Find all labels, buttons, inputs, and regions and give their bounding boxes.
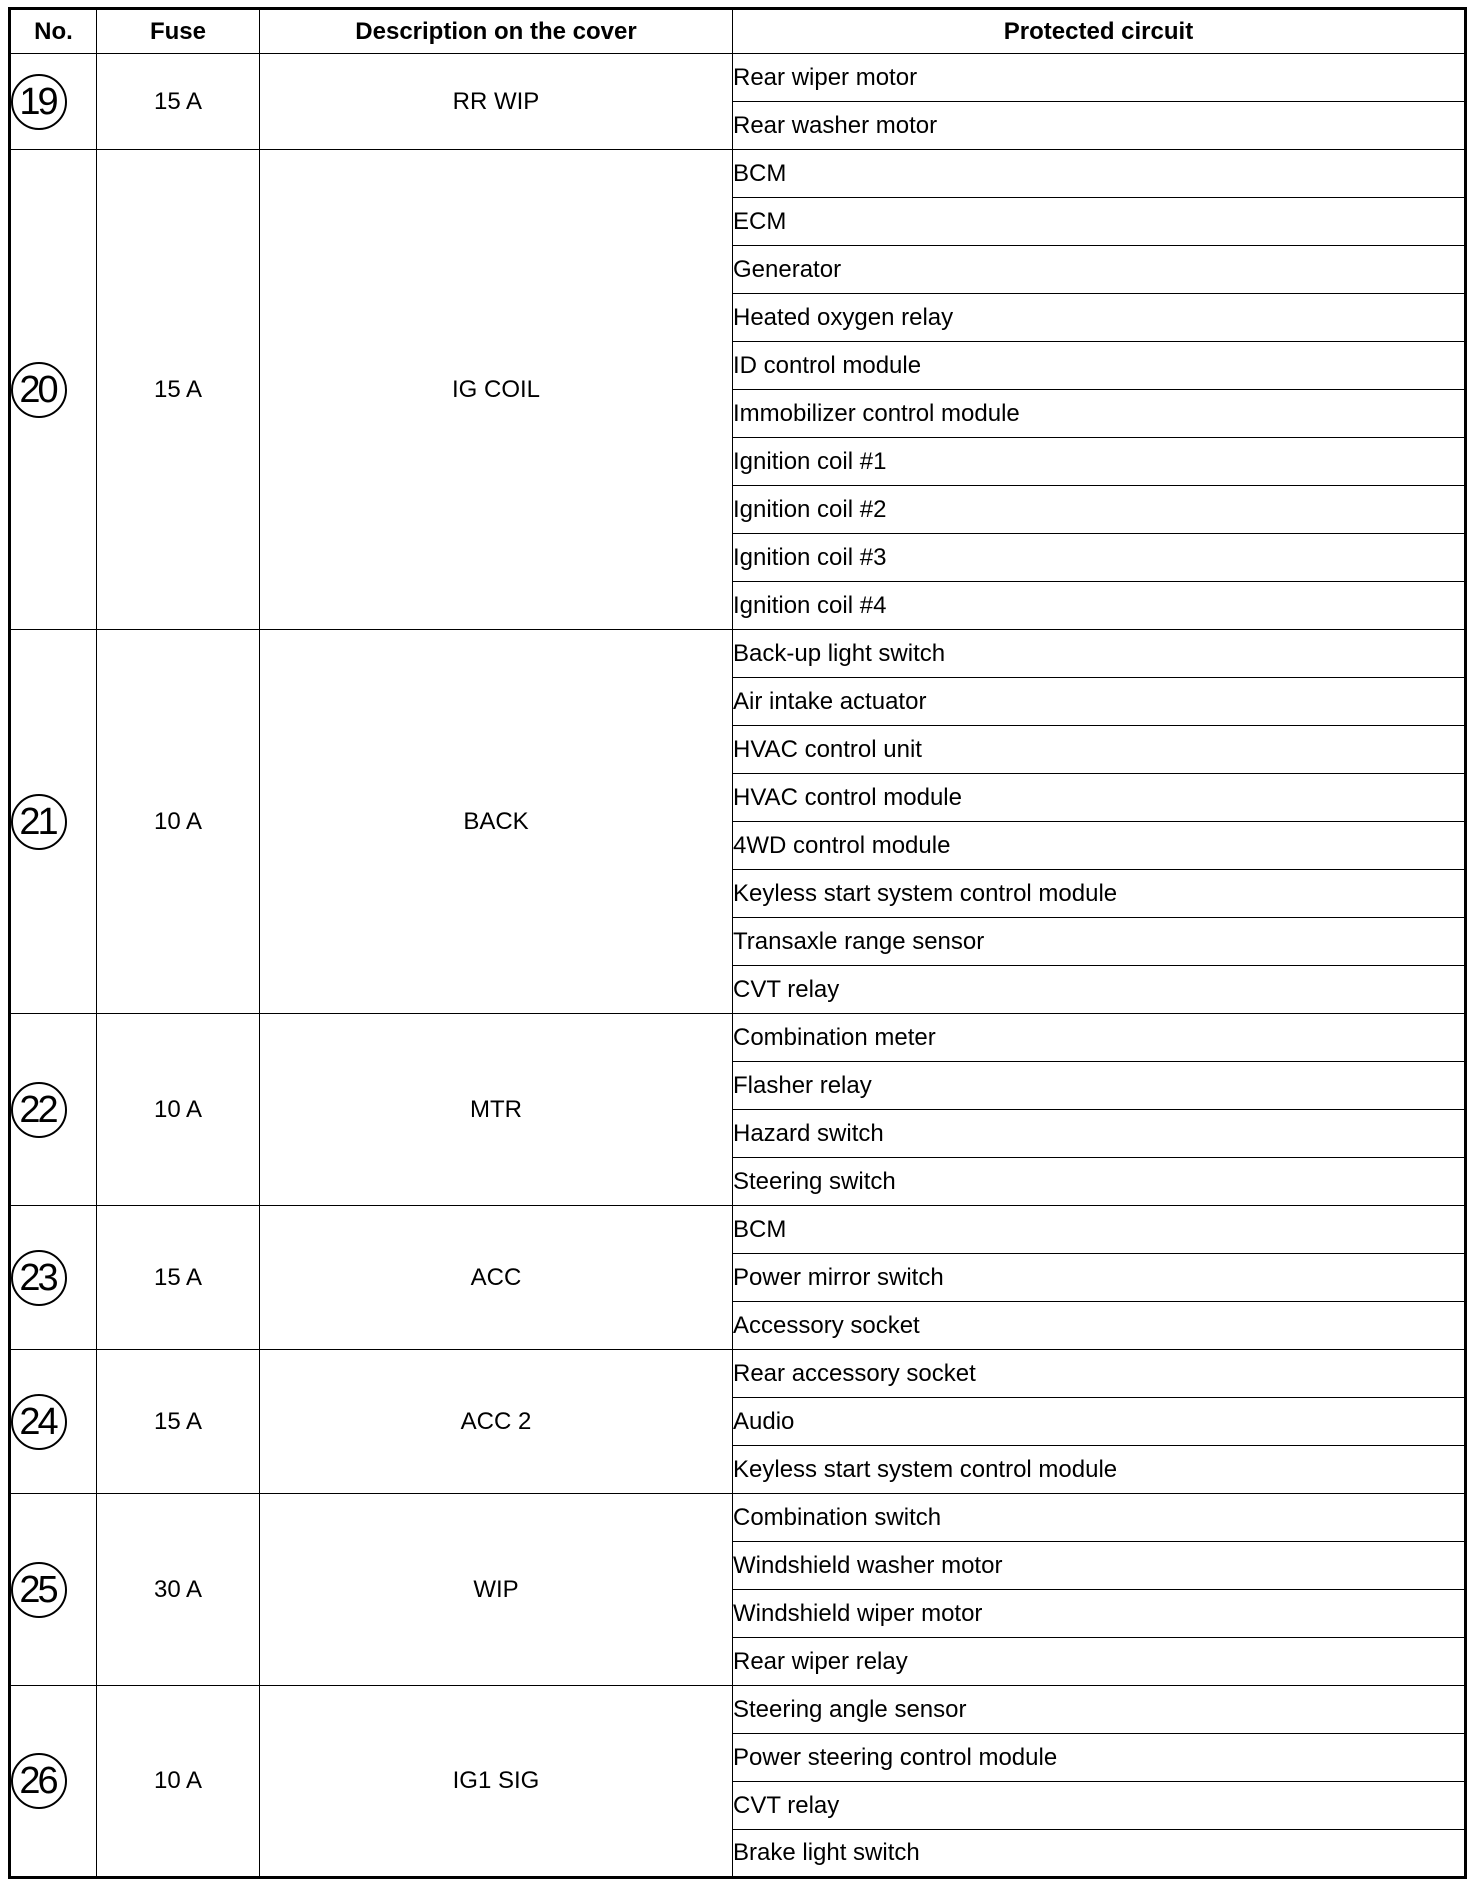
- fuse-number-cell: [10, 1014, 97, 1206]
- fuse-number-cell: [10, 54, 97, 150]
- protected-circuit: Rear washer motor: [733, 102, 1466, 150]
- protected-circuit: Air intake actuator: [733, 678, 1466, 726]
- protected-circuit: CVT relay: [733, 1782, 1466, 1830]
- fuse-rating: 10 A: [97, 630, 260, 1014]
- table-row: [10, 1494, 1466, 1542]
- fuse-rating: 10 A: [97, 1686, 260, 1878]
- protected-circuit: Immobilizer control module: [733, 390, 1466, 438]
- protected-circuit: Keyless start system control module: [733, 870, 1466, 918]
- protected-circuit: HVAC control unit: [733, 726, 1466, 774]
- fuse-rating: 10 A: [97, 1014, 260, 1206]
- protected-circuit: Rear accessory socket: [733, 1350, 1466, 1398]
- protected-circuit: Transaxle range sensor: [733, 918, 1466, 966]
- fuse-number-cell: [10, 1686, 97, 1878]
- fuse-number-badge: 21: [11, 794, 67, 850]
- fuse-number-badge: 20: [11, 362, 67, 418]
- cover-description: ACC: [260, 1206, 733, 1350]
- table-row: [10, 630, 1466, 678]
- fuse-table: [8, 7, 1467, 1879]
- fuse-number-badge: 19: [11, 74, 67, 130]
- protected-circuit: BCM: [733, 150, 1466, 198]
- table-row: [10, 150, 1466, 198]
- protected-circuit: Generator: [733, 246, 1466, 294]
- fuse-number-cell: [10, 150, 97, 630]
- protected-circuit: Power mirror switch: [733, 1254, 1466, 1302]
- fuse-number-badge: 25: [11, 1562, 67, 1618]
- header-row: [10, 9, 1466, 54]
- cover-description: MTR: [260, 1014, 733, 1206]
- protected-circuit: Rear wiper motor: [733, 54, 1466, 102]
- protected-circuit: Ignition coil #3: [733, 534, 1466, 582]
- protected-circuit: Ignition coil #4: [733, 582, 1466, 630]
- table-row: [10, 1350, 1466, 1398]
- table-row: [10, 54, 1466, 102]
- protected-circuit: Windshield wiper motor: [733, 1590, 1466, 1638]
- fuse-number-cell: [10, 1494, 97, 1686]
- header-description: Description on the cover: [260, 9, 733, 54]
- fuse-rating: 15 A: [97, 150, 260, 630]
- fuse-number-cell: [10, 1350, 97, 1494]
- protected-circuit: Brake light switch: [733, 1830, 1466, 1878]
- protected-circuit: ID control module: [733, 342, 1466, 390]
- protected-circuit: Keyless start system control module: [733, 1446, 1466, 1494]
- protected-circuit: Ignition coil #2: [733, 486, 1466, 534]
- header-circuit: Protected circuit: [733, 9, 1466, 54]
- protected-circuit: Ignition coil #1: [733, 438, 1466, 486]
- protected-circuit: Flasher relay: [733, 1062, 1466, 1110]
- protected-circuit: HVAC control module: [733, 774, 1466, 822]
- protected-circuit: Rear wiper relay: [733, 1638, 1466, 1686]
- protected-circuit: BCM: [733, 1206, 1466, 1254]
- header-fuse: Fuse: [97, 9, 260, 54]
- protected-circuit: Audio: [733, 1398, 1466, 1446]
- protected-circuit: Heated oxygen relay: [733, 294, 1466, 342]
- fuse-number-badge: 26: [11, 1753, 67, 1809]
- protected-circuit: Steering switch: [733, 1158, 1466, 1206]
- fuse-rating: 15 A: [97, 1206, 260, 1350]
- table-row: [10, 1014, 1466, 1062]
- header-no: No.: [10, 9, 97, 54]
- cover-description: IG1 SIG: [260, 1686, 733, 1878]
- fuse-rating: 30 A: [97, 1494, 260, 1686]
- cover-description: RR WIP: [260, 54, 733, 150]
- protected-circuit: Accessory socket: [733, 1302, 1466, 1350]
- fuse-number-cell: [10, 1206, 97, 1350]
- cover-description: ACC 2: [260, 1350, 733, 1494]
- fuse-number-badge: 24: [11, 1394, 67, 1450]
- table-row: [10, 1206, 1466, 1254]
- fuse-rating: 15 A: [97, 1350, 260, 1494]
- fuse-number-cell: [10, 630, 97, 1014]
- table-row: [10, 1686, 1466, 1734]
- protected-circuit: Combination switch: [733, 1494, 1466, 1542]
- fuse-rating: 15 A: [97, 54, 260, 150]
- cover-description: WIP: [260, 1494, 733, 1686]
- cover-description: IG COIL: [260, 150, 733, 630]
- protected-circuit: Hazard switch: [733, 1110, 1466, 1158]
- fuse-number-badge: 23: [11, 1250, 67, 1306]
- protected-circuit: Power steering control module: [733, 1734, 1466, 1782]
- protected-circuit: 4WD control module: [733, 822, 1466, 870]
- protected-circuit: ECM: [733, 198, 1466, 246]
- protected-circuit: CVT relay: [733, 966, 1466, 1014]
- cover-description: BACK: [260, 630, 733, 1014]
- protected-circuit: Steering angle sensor: [733, 1686, 1466, 1734]
- protected-circuit: Windshield washer motor: [733, 1542, 1466, 1590]
- fuse-number-badge: 22: [11, 1082, 67, 1138]
- protected-circuit: Back-up light switch: [733, 630, 1466, 678]
- table-body: [10, 54, 1466, 1878]
- protected-circuit: Combination meter: [733, 1014, 1466, 1062]
